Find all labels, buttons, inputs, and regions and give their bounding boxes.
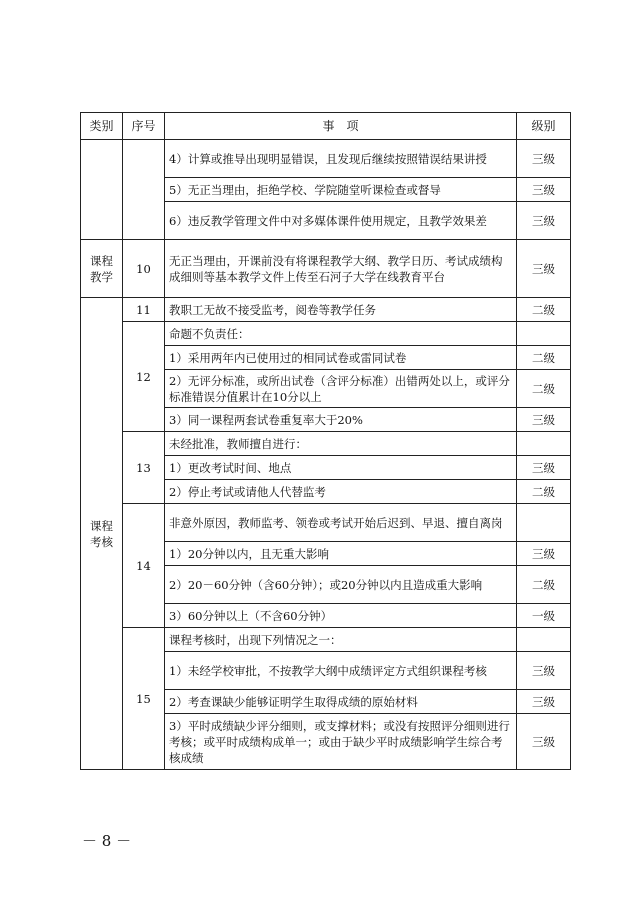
table-row bbox=[81, 140, 571, 178]
level-cell bbox=[517, 628, 571, 652]
item-cell: 2）无评分标准，或所出试卷（含评分标准）出错两处以上，或评分标准错误分值累计在10分以上 bbox=[165, 370, 517, 408]
header-category: 类别 bbox=[81, 113, 123, 140]
item-cell: 教职工无故不接受监考，阅卷等教学任务 bbox=[165, 298, 517, 322]
level-cell: 三级 bbox=[517, 408, 571, 432]
number-cell: 11 bbox=[123, 298, 165, 322]
level-cell: 三级 bbox=[517, 140, 571, 178]
level-cell: 三级 bbox=[517, 542, 571, 566]
category-cell: 课程教学 bbox=[81, 240, 123, 298]
table-row bbox=[81, 240, 571, 298]
item-cell: 1）更改考试时间、地点 bbox=[165, 456, 517, 480]
level-cell: 二级 bbox=[517, 566, 571, 604]
level-cell: 三级 bbox=[517, 714, 571, 770]
table-row bbox=[81, 628, 571, 652]
table-row bbox=[81, 504, 571, 542]
header-number: 序号 bbox=[123, 113, 165, 140]
table-header-row bbox=[81, 113, 571, 140]
item-cell: 无正当理由，开课前没有将课程教学大纲、教学日历、考试成绩构成细则等基本教学文件上传至石河子大学在线教育平台 bbox=[165, 240, 517, 298]
level-cell: 三级 bbox=[517, 178, 571, 202]
item-cell: 1）未经学校审批，不按教学大纲中成绩评定方式组织课程考核 bbox=[165, 652, 517, 690]
number-cell bbox=[123, 140, 165, 240]
level-cell: 二级 bbox=[517, 346, 571, 370]
table-row bbox=[81, 322, 571, 346]
page-number: － 8 － bbox=[82, 832, 132, 850]
item-cell: 命题不负责任： bbox=[165, 322, 517, 346]
rules-table bbox=[80, 112, 571, 770]
header-item: 事 项 bbox=[165, 113, 517, 140]
number-cell: 15 bbox=[123, 628, 165, 770]
item-cell: 3）同一课程两套试卷重复率大于20% bbox=[165, 408, 517, 432]
table-row bbox=[81, 298, 571, 322]
level-cell: 二级 bbox=[517, 480, 571, 504]
number-cell: 12 bbox=[123, 322, 165, 432]
item-cell: 非意外原因，教师监考、领卷或考试开始后迟到、早退、擅自离岗 bbox=[165, 504, 517, 542]
level-cell: 三级 bbox=[517, 456, 571, 480]
level-cell: 三级 bbox=[517, 652, 571, 690]
item-cell: 1）20分钟以内，且无重大影响 bbox=[165, 542, 517, 566]
category-cell: 课程考核 bbox=[81, 298, 123, 770]
item-cell: 5）无正当理由，拒绝学校、学院随堂听课检查或督导 bbox=[165, 178, 517, 202]
number-cell: 13 bbox=[123, 432, 165, 504]
table-row bbox=[81, 432, 571, 456]
item-cell: 3）60分钟以上（不含60分钟） bbox=[165, 604, 517, 628]
item-cell: 2）考查课缺少能够证明学生取得成绩的原始材料 bbox=[165, 690, 517, 714]
level-cell bbox=[517, 504, 571, 542]
item-cell: 6）违反教学管理文件中对多媒体课件使用规定，且教学效果差 bbox=[165, 202, 517, 240]
item-cell: 3）平时成绩缺少评分细则，或支撑材料；或没有按照评分细则进行考核；或平时成绩构成单一；或由于缺少平时成绩影响学生综合考核成绩 bbox=[165, 714, 517, 770]
level-cell bbox=[517, 432, 571, 456]
level-cell: 一级 bbox=[517, 604, 571, 628]
level-cell: 二级 bbox=[517, 370, 571, 408]
category-cell bbox=[81, 140, 123, 240]
item-cell: 4）计算或推导出现明显错误，且发现后继续按照错误结果讲授 bbox=[165, 140, 517, 178]
item-cell: 1）采用两年内已使用过的相同试卷或雷同试卷 bbox=[165, 346, 517, 370]
level-cell: 三级 bbox=[517, 240, 571, 298]
item-cell: 2）停止考试或请他人代替监考 bbox=[165, 480, 517, 504]
level-cell: 二级 bbox=[517, 298, 571, 322]
level-cell bbox=[517, 322, 571, 346]
item-cell: 课程考核时，出现下列情况之一： bbox=[165, 628, 517, 652]
item-cell: 未经批准，教师擅自进行： bbox=[165, 432, 517, 456]
number-cell: 14 bbox=[123, 504, 165, 628]
level-cell: 三级 bbox=[517, 202, 571, 240]
item-cell: 2）20－60分钟（含60分钟）；或20分钟以内且造成重大影响 bbox=[165, 566, 517, 604]
header-level: 级别 bbox=[517, 113, 571, 140]
level-cell: 三级 bbox=[517, 690, 571, 714]
number-cell: 10 bbox=[123, 240, 165, 298]
